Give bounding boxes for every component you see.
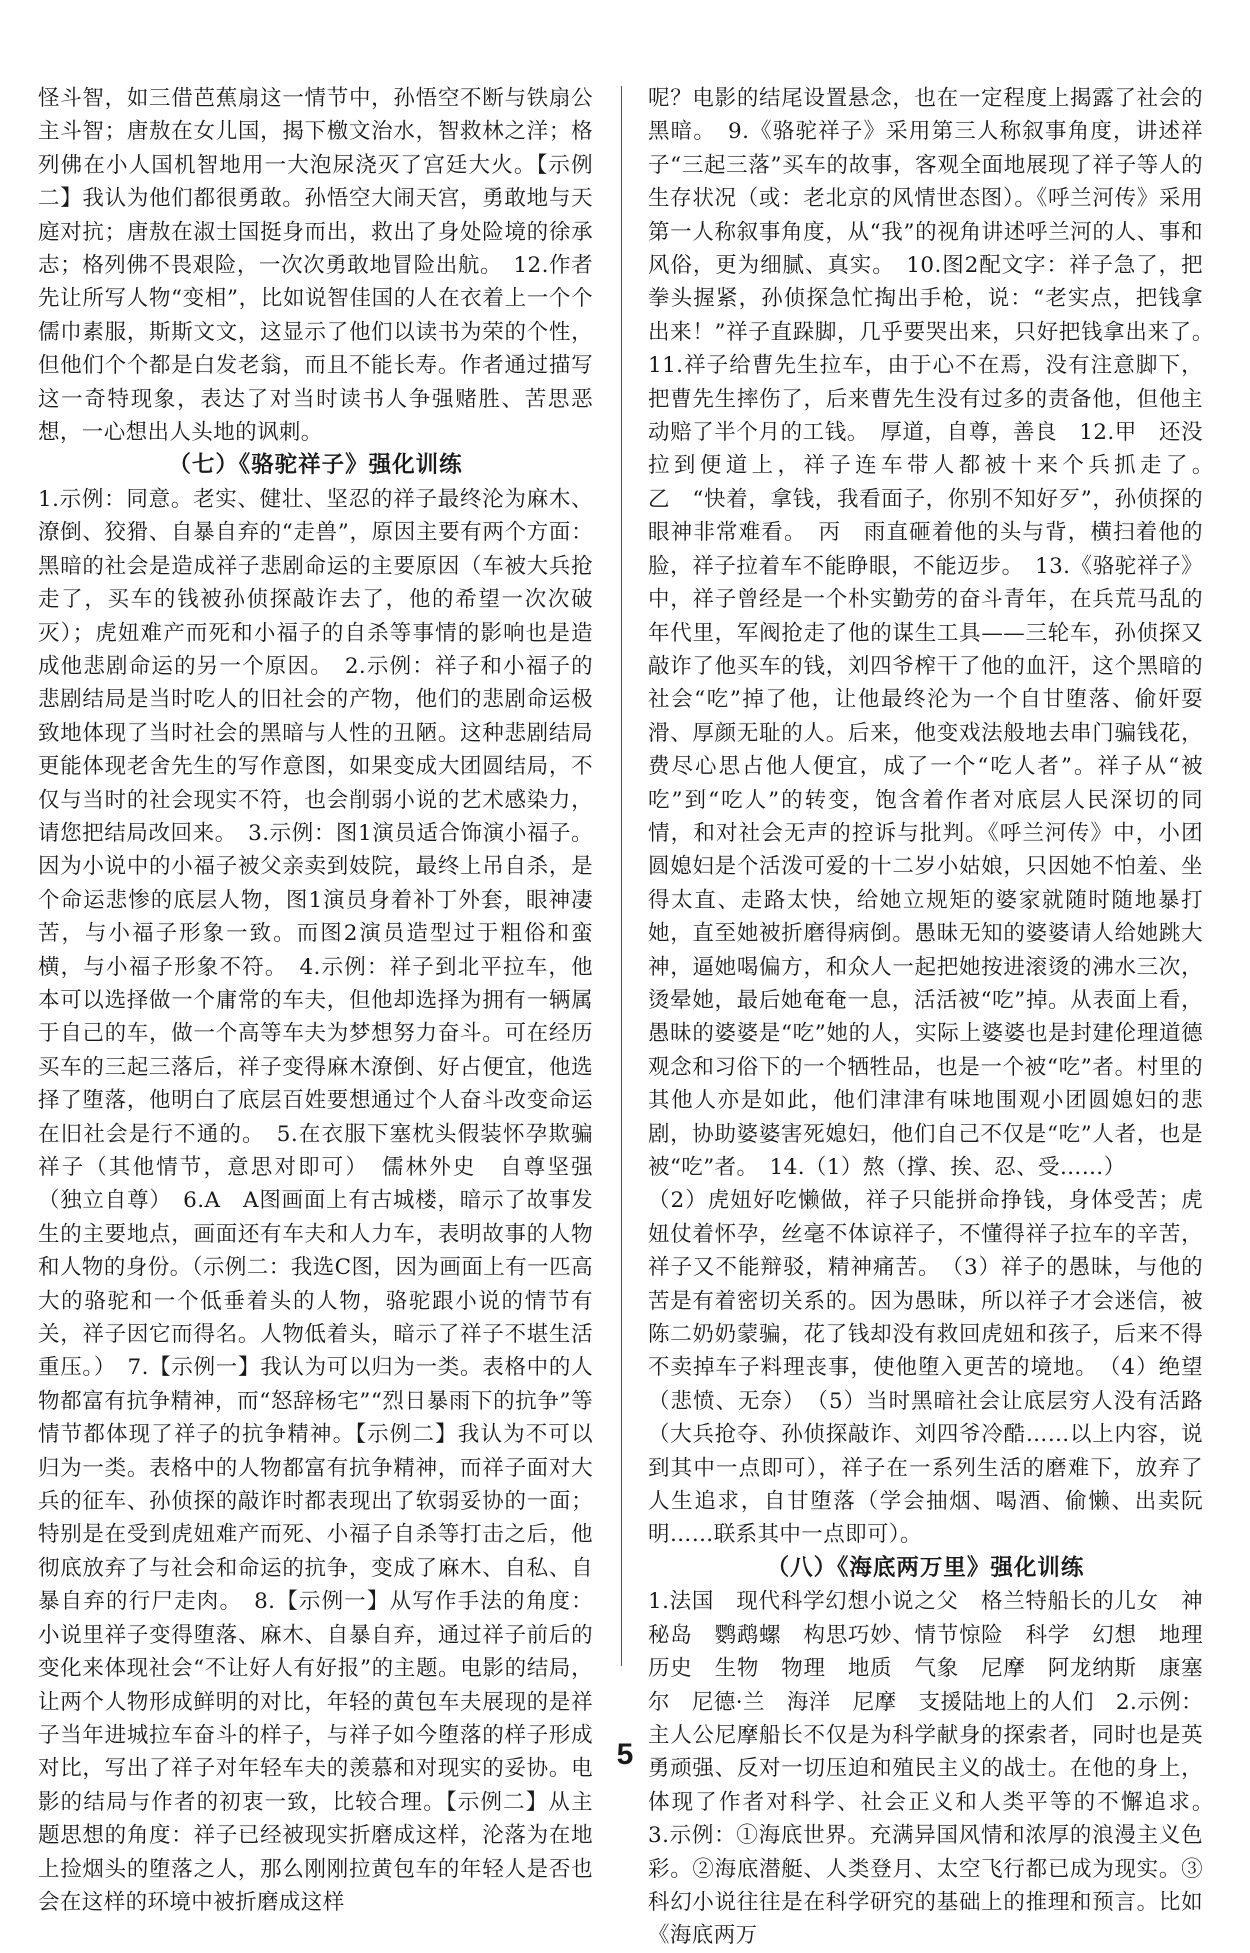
page-number: 5 xyxy=(616,1738,634,1771)
section-7-heading: （七）《骆驼祥子》强化训练 xyxy=(168,452,463,479)
right-paragraph-2: （2）虎妞好吃懒做，祥子只能拼命挣钱，身体受苦；虎妞仗着怀孕，丝毫不体谅祥子，不懂得祥子拉车的辛苦，祥子又不能辩驳，精神痛苦。 （3）祥子的愚昧，与他的苦是有着密切关系的。因为愚昧，所以祥子才会迷信，被陈二奶奶蒙骗，花了钱却没有救回虎妞和孩子，后来不得不卖掉车子料理丧事，使他堕入更苦的境地。 （4）绝望（悲愤、无奈） （5）当时黑暗社会让底层穷人没有活路（大兵抢夺、孙侦探敲诈、刘四爷冷酷……以上内容，说到其中一点即可），祥子在一系列生活的磨难下，放弃了人生追求，自甘堕落（学会抽烟、喝酒、偷懒、出卖阮明……联系其中一点即可）。 xyxy=(648,1188,1203,1548)
right-column xyxy=(648,82,1225,1949)
section-8-heading: （八）《海底两万里》强化训练 xyxy=(766,1554,1085,1581)
left-column xyxy=(38,82,593,1915)
column-divider xyxy=(621,86,622,1666)
left-paragraph-1: 怪斗智，如三借芭蕉扇这一情节中，孙悟空不断与铁扇公主斗智；唐敖在女儿国，揭下檄文治水，智救林之洋；格列佛在小人国机智地用一大泡尿浇灭了宫廷大火。【示例二】我认为他们都很勇敢。孙悟空大闹天宫，勇敢地与天庭对抗；唐敖在淑士国挺身而出，救出了身处险境的徐承志；格列佛不畏艰险，一次次勇敢地冒险出航。 12.作者先让所写人物“变相”，比如说智佳国的人在衣着上一个个儒巾素服，斯斯文文，这显示了他们以读书为荣的个性，但他们个个都是白发老翁，而且不能长寿。作者通过描写这一奇特现象，表达了对当时读书人争强赌胜、苦思恶想，一心想出人头地的讽刺。 xyxy=(38,86,593,446)
right-paragraph-1: 呢？电影的结尾设置悬念，也在一定程度上揭露了社会的黑暗。 9.《骆驼祥子》采用第三人称叙事角度，讲述祥子“三起三落”买车的故事，客观全面地展现了祥子等人的生存状况（或：老北京的风情世态图）。《呼兰河传》采用第一人称叙事角度，从“我”的视角讲述呼兰河的人、事和风俗，更为细腻、真实。 10.图2配文字：祥子急了，把拳头握紧，孙侦探急忙掏出手枪，说：“老实点，把钱拿出来！”祥子直跺脚，几乎要哭出来，只好把钱拿出来了。 11.祥子给曹先生拉车，由于心不在焉，没有注意脚下，把曹先生摔伤了，后来曹先生没有过多的责备他，但他主动赔了半个月的工钱。 厚道，自尊，善良 12.甲 还没拉到便道上，祥子连车带人都被十来个兵抓走了。 乙 “快着，拿钱，我看面子，你别不知好歹”，孙侦探的眼神非常难看。 丙 雨直砸着他的头与背，横扫着他的脸，祥子拉着车不能睁眼，不能迈步。 13.《骆驼祥子》中，祥子曾经是一个朴实勤劳的奋斗青年，在兵荒马乱的年代里，军阀抢走了他的谋生工具——三轮车，孙侦探又敲诈了他买车的钱，刘四爷榨干了他的血汗，这个黑暗的社会“吃”掉了他，让他最终沦为一个自甘堕落、偷奸耍滑、厚颜无耻的人。后来，他变戏法般地去串门骗钱花，费尽心思占他人便宜，成了一个“吃人者”。祥子从“被吃”到“吃人”的转变，饱含着作者对底层人民深切的同情，和对社会无声的控诉与批判。《呼兰河传》中，小团圆媳妇是个活泼可爱的十二岁小姑娘，只因她不怕羞、坐得太直、走路太快，给她立规矩的婆家就随时随地暴打她，直至她被折磨得病倒。愚昧无知的婆婆请人给她跳大神，逼她喝偏方，和众人一起把她按进滚烫的沸水三次，烫晕她，最后她奄奄一息，活活被“吃”掉。从表面上看，愚昧的婆婆是“吃”她的人，实际上婆婆也是封建伦理道德观念和习俗下的一个牺牲品，也是一个被“吃”者。村里的其他人亦是如此，他们津津有味地围观小团圆媳妇的悲剧，协助婆婆害死媳妇，他们自己不仅是“吃”人者，也是被“吃”者。 14.（1）熬（撑、挨、忍、受……） xyxy=(648,86,1225,1180)
right-paragraph-3: 1.法国 现代科学幻想小说之父 格兰特船长的儿女 神秘岛 鹦鹉螺 构思巧妙、情节惊险 科学 幻想 地理 历史 生物 物理 地质 气象 尼摩 阿龙纳斯 康塞尔 尼德·兰 海洋 尼摩 支援陆地上的人们 2.示例：主人公尼摩船长不仅是为科学献身的探索者，同时也是英勇顽强、反对一切压迫和殖民主义的战士。在他的身上，体现了作者对科学、社会正义和人类平等的不懈追求。 3.示例：①海底世界。充满异国风情和浓厚的浪漫主义色彩。②海底潜艇、人类登月、太空飞行都已成为现实。③科幻小说往往是在科学研究的基础上的推理和预言。比如《海底两万 xyxy=(648,1589,1225,1949)
left-paragraph-2: 1.示例：同意。老实、健壮、坚忍的祥子最终沦为麻木、潦倒、狡猾、自暴自弃的“走兽”，原因主要有两个方面：黑暗的社会是造成祥子悲剧命运的主要原因（车被大兵抢走了，买车的钱被孙侦探敲诈去了，他的希望一次次破灭）；虎妞难产而死和小福子的自杀等事情的影响也是造成他悲剧命运的另一个原因。 2.示例：祥子和小福子的悲剧结局是当时吃人的旧社会的产物，他们的悲剧命运极致地体现了当时社会的黑暗与人性的丑陋。这种悲剧结局更能体现老舍先生的写作意图，如果变成大团圆结局，不仅与当时的社会现实不符，也会削弱小说的艺术感染力，请您把结局改回来。 3.示例：图1演员适合饰演小福子。因为小说中的小福子被父亲卖到妓院，最终上吊自杀，是个命运悲惨的底层人物，图1演员身着补丁外套，眼神凄苦，与小福子形象一致。而图2演员造型过于粗俗和蛮横，与小福子形象不符。 4.示例：祥子到北平拉车，他本可以选择做一个庸常的车夫，但他却选择为拥有一辆属于自己的车，做一个高等车夫为梦想努力奋斗。可在经历买车的三起三落后，祥子变得麻木潦倒、好占便宜，他选择了堕落，他明白了底层百姓要想通过个人奋斗改变命运在旧社会是行不通的。 5.在衣服下塞枕头假装怀孕欺骗祥子（其他情节，意思对即可） 儒林外史 自尊坚强（独立自尊） 6.A A图画面上有古城楼，暗示了故事发生的主要地点，画面还有车夫和人力车，表明故事的人物和人物的身份。（示例二：我选C图，因为画面上有一匹高大的骆驼和一个低垂着头的人物，骆驼跟小说的情节有关，祥子因它而得名。人物低着头，暗示了祥子不堪生活重压。） 7.【示例一】我认为可以归为一类。表格中的人物都富有抗争精神，而“怒辞杨宅”“烈日暴雨下的抗争”等情节都体现了祥子的抗争精神。【示例二】我认为不可以归为一类。表格中的人物都富有抗争精神，而祥子面对大兵的征车、孙侦探的敲诈时都表现出了软弱妥协的一面；特别是在受到虎妞难产而死、小福子自杀等打击之后，他彻底放弃了与社会和命运的抗争，变成了麻木、自私、自暴自弃的行尸走肉。 8.【示例一】从写作手法的角度：小说里祥子变得堕落、麻木、自暴自弃，通过祥子前后的变化来体现社会“不让好人有好报”的主题。电影的结局，让两个人物形成鲜明的对比，年轻的黄包车夫展现的是祥子当年进城拉车奋斗的样子，与祥子如今堕落的样子形成对比，写出了祥子对年轻车夫的羡慕和对现实的妥协。电影的结局与作者的初衷一致，比较合理。【示例二】从主题思想的角度：祥子已经被现实折磨成这样，沦落为在地上捡烟头的堕落之人，那么刚刚拉黄包车的年轻人是否也会在这样的环境中被折磨成这样 xyxy=(38,486,593,1915)
